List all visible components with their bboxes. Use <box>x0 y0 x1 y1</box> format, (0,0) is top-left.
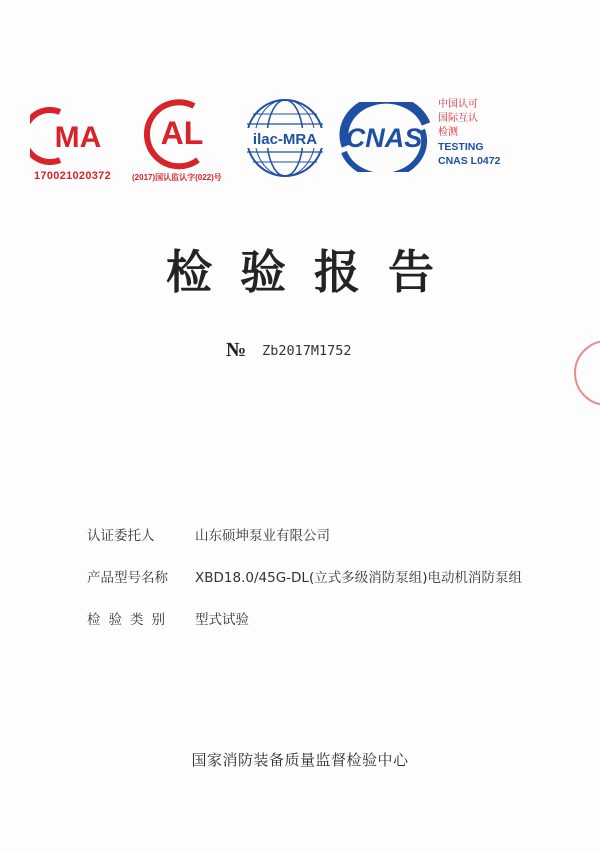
report-number-label: № <box>226 339 247 361</box>
cma-number: 170021020372 <box>34 170 112 182</box>
report-number-value: Zb2017M1752 <box>262 342 352 359</box>
cnas-logo <box>334 102 434 172</box>
cal-logo <box>136 94 222 174</box>
cma-logo-letters: MA <box>54 121 102 154</box>
field-client-value: 山东硕坤泵业有限公司 <box>195 528 330 544</box>
report-title: 检验报告 <box>166 245 462 299</box>
issuing-organization: 国家消防装备质量监督检验中心 <box>191 751 409 769</box>
cnas-side-code: CNAS L0472 <box>438 155 501 167</box>
cnas-side-line-3: 检测 <box>438 127 458 138</box>
certification-logos <box>30 92 570 192</box>
field-client-label: 认证委托人 <box>87 528 155 544</box>
cnas-side-testing: TESTING <box>438 141 484 153</box>
seal-stamp <box>574 340 600 406</box>
field-product-label: 产品型号名称 <box>87 570 168 586</box>
cal-caption: (2017)国认监认字(022)号 <box>132 173 222 182</box>
cal-logo-letters: AL <box>160 115 204 151</box>
ilac-mra-logo-letters: ilac-MRA <box>252 131 318 148</box>
cnas-side-line-2: 国际互认 <box>438 113 478 124</box>
field-test-type-label: 检验类别 <box>87 612 173 628</box>
field-product <box>87 562 567 590</box>
cnas-logo-letters: CNAS <box>345 123 423 153</box>
cnas-side-text <box>438 98 528 168</box>
report-fields <box>87 520 567 646</box>
cnas-side-line-1: 中国认可 <box>438 99 478 110</box>
report-number <box>226 339 352 363</box>
field-product-value: XBD18.0/45G-DL(立式多级消防泵组)电动机消防泵组 <box>195 570 522 586</box>
cma-logo <box>30 106 126 166</box>
field-test-type <box>87 604 567 632</box>
field-client <box>87 520 567 548</box>
ilac-mra-logo <box>240 96 330 180</box>
field-test-type-value: 型式试验 <box>195 612 249 628</box>
